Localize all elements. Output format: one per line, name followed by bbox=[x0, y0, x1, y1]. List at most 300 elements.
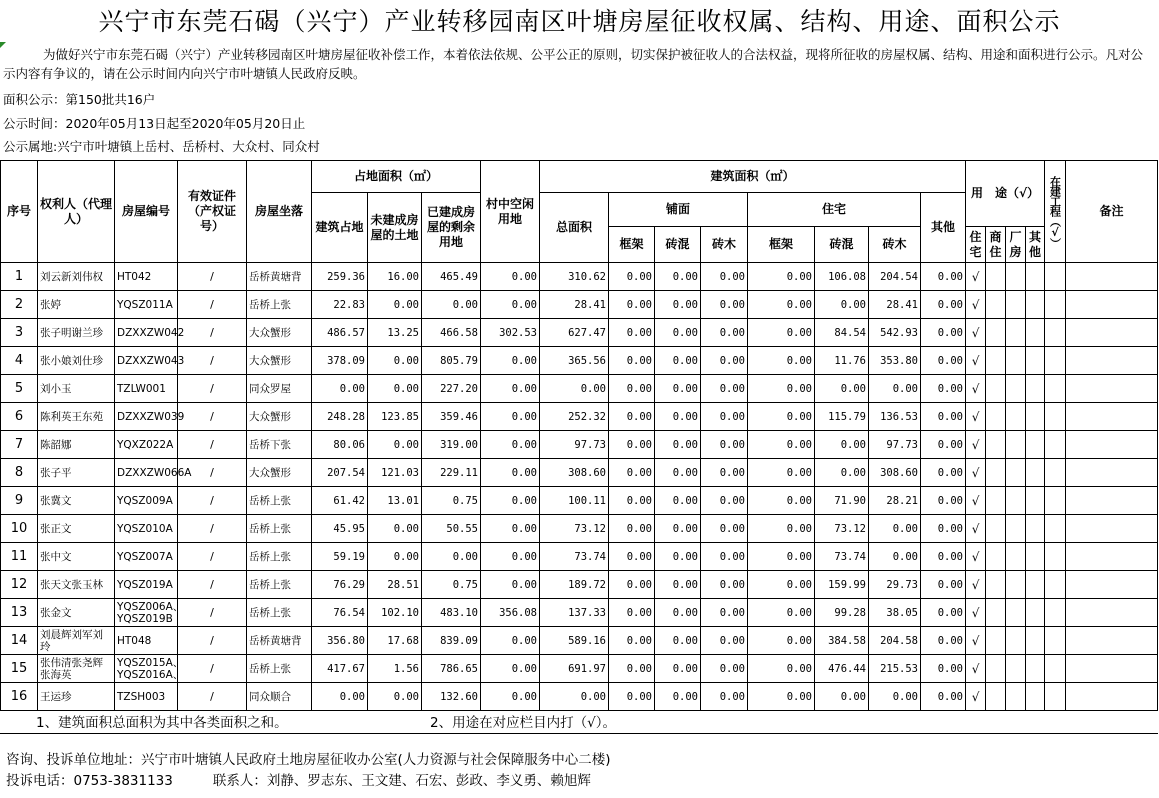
cell-cert: / bbox=[178, 431, 247, 459]
cell-seq: 13 bbox=[1, 599, 38, 627]
cell-empty bbox=[1066, 655, 1158, 683]
cell-empty bbox=[986, 347, 1006, 375]
cell-rbw: 215.53 bbox=[869, 655, 921, 683]
cell-t: 73.12 bbox=[540, 515, 609, 543]
cell-empty bbox=[1006, 599, 1026, 627]
cell-rf: 0.00 bbox=[748, 319, 815, 347]
header-land-unbuilt: 未建成房屋的土地 bbox=[368, 193, 422, 263]
cell-seq: 2 bbox=[1, 291, 38, 319]
cell-code: DZXXZW039 bbox=[115, 403, 178, 431]
cell-rf: 0.00 bbox=[748, 627, 815, 655]
cell-cert: / bbox=[178, 599, 247, 627]
cell-d: 0.00 bbox=[481, 263, 540, 291]
cell-empty bbox=[1006, 459, 1026, 487]
cell-empty bbox=[1045, 403, 1066, 431]
cell-empty bbox=[1066, 375, 1158, 403]
cell-empty bbox=[1045, 319, 1066, 347]
cell-empty bbox=[986, 459, 1006, 487]
cell-sf: 0.00 bbox=[609, 627, 655, 655]
cell-seq: 3 bbox=[1, 319, 38, 347]
page-title: 兴宁市东莞石碣（兴宁）产业转移园南区叶塘房屋征收权属、结构、用途、面积公示 bbox=[98, 7, 1061, 36]
cell-d: 0.00 bbox=[481, 487, 540, 515]
cell-rbc: 159.99 bbox=[815, 571, 869, 599]
header-shop: 铺面 bbox=[609, 193, 748, 227]
cell-t: 97.73 bbox=[540, 431, 609, 459]
cell-rbw: 28.41 bbox=[869, 291, 921, 319]
cell-empty bbox=[1066, 543, 1158, 571]
cell-rf: 0.00 bbox=[748, 543, 815, 571]
header-build-group: 建筑面积（㎡） bbox=[540, 161, 966, 193]
cell-u: √ bbox=[966, 487, 986, 515]
cell-empty bbox=[1066, 459, 1158, 487]
cell-sbw: 0.00 bbox=[701, 571, 748, 599]
cell-t: 137.33 bbox=[540, 599, 609, 627]
cell-empty bbox=[1045, 291, 1066, 319]
cell-o: 0.00 bbox=[921, 655, 966, 683]
cell-b: 102.10 bbox=[368, 599, 422, 627]
cell-u: √ bbox=[966, 459, 986, 487]
cell-empty bbox=[1026, 319, 1045, 347]
cell-c: 50.55 bbox=[422, 515, 481, 543]
cell-d: 0.00 bbox=[481, 403, 540, 431]
cell-sbc: 0.00 bbox=[655, 487, 701, 515]
cell-c: 466.58 bbox=[422, 319, 481, 347]
cell-o: 0.00 bbox=[921, 543, 966, 571]
cell-c: 0.00 bbox=[422, 543, 481, 571]
cell-b: 1.56 bbox=[368, 655, 422, 683]
cell-sbw: 0.00 bbox=[701, 627, 748, 655]
table-row bbox=[1, 627, 1158, 655]
cell-t: 0.00 bbox=[540, 375, 609, 403]
cell-c: 227.20 bbox=[422, 375, 481, 403]
cell-empty bbox=[1026, 571, 1045, 599]
cell-u: √ bbox=[966, 347, 986, 375]
cell-u: √ bbox=[966, 683, 986, 711]
cell-sbw: 0.00 bbox=[701, 655, 748, 683]
cell-sbw: 0.00 bbox=[701, 403, 748, 431]
cell-owner: 张天文张玉林 bbox=[38, 571, 115, 599]
cell-code: YQSZ011A bbox=[115, 291, 178, 319]
cell-rbw: 308.60 bbox=[869, 459, 921, 487]
cell-c: 319.00 bbox=[422, 431, 481, 459]
cell-empty bbox=[1026, 543, 1045, 571]
cell-c: 805.79 bbox=[422, 347, 481, 375]
cell-seq: 8 bbox=[1, 459, 38, 487]
cell-d: 0.00 bbox=[481, 683, 540, 711]
cell-loc: 岳桥上张 bbox=[247, 291, 312, 319]
header-location: 房屋坐落 bbox=[247, 161, 312, 263]
cell-rf: 0.00 bbox=[748, 431, 815, 459]
cell-rbc: 0.00 bbox=[815, 683, 869, 711]
cell-c: 465.49 bbox=[422, 263, 481, 291]
cell-cert: / bbox=[178, 571, 247, 599]
cell-t: 189.72 bbox=[540, 571, 609, 599]
cell-empty bbox=[986, 263, 1006, 291]
cell-u: √ bbox=[966, 515, 986, 543]
cell-empty bbox=[986, 403, 1006, 431]
table-row bbox=[1, 655, 1158, 683]
cell-empty bbox=[1045, 627, 1066, 655]
cell-rbw: 28.21 bbox=[869, 487, 921, 515]
cell-empty bbox=[1026, 655, 1045, 683]
cell-rf: 0.00 bbox=[748, 347, 815, 375]
cell-empty bbox=[1026, 515, 1045, 543]
cell-d: 0.00 bbox=[481, 543, 540, 571]
cell-o: 0.00 bbox=[921, 487, 966, 515]
cell-empty bbox=[1066, 431, 1158, 459]
cell-sf: 0.00 bbox=[609, 683, 655, 711]
cell-owner: 张子明谢兰珍 bbox=[38, 319, 115, 347]
cell-u: √ bbox=[966, 655, 986, 683]
header-residence: 住宅 bbox=[748, 193, 921, 227]
cell-sbw: 0.00 bbox=[701, 347, 748, 375]
cell-owner: 刘云新刘伟权 bbox=[38, 263, 115, 291]
cell-empty bbox=[986, 627, 1006, 655]
cell-sbw: 0.00 bbox=[701, 319, 748, 347]
cell-sf: 0.00 bbox=[609, 487, 655, 515]
cell-rf: 0.00 bbox=[748, 263, 815, 291]
cell-seq: 10 bbox=[1, 515, 38, 543]
cell-code: TZLW001 bbox=[115, 375, 178, 403]
cell-rf: 0.00 bbox=[748, 403, 815, 431]
cell-u: √ bbox=[966, 543, 986, 571]
cell-empty bbox=[1006, 403, 1026, 431]
cell-a: 378.09 bbox=[312, 347, 368, 375]
cell-a: 248.28 bbox=[312, 403, 368, 431]
cell-d: 0.00 bbox=[481, 459, 540, 487]
cell-o: 0.00 bbox=[921, 515, 966, 543]
cell-d: 0.00 bbox=[481, 431, 540, 459]
cell-sbw: 0.00 bbox=[701, 543, 748, 571]
table-row bbox=[1, 431, 1158, 459]
cell-t: 308.60 bbox=[540, 459, 609, 487]
cell-rf: 0.00 bbox=[748, 291, 815, 319]
footer-address: 咨询、投诉单位地址：兴宁市叶塘镇人民政府土地房屋征收办公室(人力资源与社会保障服务中心二楼) bbox=[6, 752, 611, 768]
cell-rf: 0.00 bbox=[748, 487, 815, 515]
footer-phone: 投诉电话：0753-3831133 bbox=[6, 773, 173, 789]
cell-rbc: 71.90 bbox=[815, 487, 869, 515]
cell-t: 365.56 bbox=[540, 347, 609, 375]
cell-c: 0.00 bbox=[422, 291, 481, 319]
cell-a: 0.00 bbox=[312, 683, 368, 711]
cell-code: HT042 bbox=[115, 263, 178, 291]
cell-seq: 9 bbox=[1, 487, 38, 515]
cell-t: 310.62 bbox=[540, 263, 609, 291]
cell-cert: / bbox=[178, 487, 247, 515]
cell-empty bbox=[1006, 319, 1026, 347]
cell-t: 73.74 bbox=[540, 543, 609, 571]
cell-empty bbox=[1066, 515, 1158, 543]
cell-empty bbox=[1026, 627, 1045, 655]
cell-a: 76.29 bbox=[312, 571, 368, 599]
cell-cert: / bbox=[178, 543, 247, 571]
cell-a: 0.00 bbox=[312, 375, 368, 403]
cell-loc: 岳桥上张 bbox=[247, 571, 312, 599]
header-usage: 用 途（√） bbox=[966, 161, 1045, 227]
cell-empty bbox=[1066, 291, 1158, 319]
cell-o: 0.00 bbox=[921, 403, 966, 431]
cell-sf: 0.00 bbox=[609, 655, 655, 683]
cell-rbc: 73.74 bbox=[815, 543, 869, 571]
cell-o: 0.00 bbox=[921, 375, 966, 403]
cell-rbc: 476.44 bbox=[815, 655, 869, 683]
cell-cert: / bbox=[178, 263, 247, 291]
cell-seq: 11 bbox=[1, 543, 38, 571]
cell-loc: 岳桥上张 bbox=[247, 543, 312, 571]
cell-empty bbox=[1006, 291, 1026, 319]
cell-sbc: 0.00 bbox=[655, 515, 701, 543]
cell-rf: 0.00 bbox=[748, 683, 815, 711]
table-row bbox=[1, 263, 1158, 291]
cell-rbc: 384.58 bbox=[815, 627, 869, 655]
header-res-brick-concrete: 砖混 bbox=[815, 227, 869, 263]
cell-loc: 同众罗屋 bbox=[247, 375, 312, 403]
intro-paragraph: 为做好兴宁市东莞石碣（兴宁）产业转移园南区叶塘房屋征收补偿工作，本着依法依规、公平公正的原则，切实保护被征收人的合法权益，现将所征收的房屋权属、结构、用途和面积进行公示。凡对公示内容有争议的，请在公示时间内向兴宁市叶塘镇人民政府反映。 bbox=[3, 47, 1144, 81]
header-code: 房屋编号 bbox=[115, 161, 178, 263]
expropriation-table bbox=[0, 160, 1158, 711]
cell-owner: 刘小玉 bbox=[38, 375, 115, 403]
cell-a: 417.67 bbox=[312, 655, 368, 683]
cell-rf: 0.00 bbox=[748, 655, 815, 683]
cell-loc: 岳桥上张 bbox=[247, 599, 312, 627]
header-usage-factory: 厂房 bbox=[1006, 227, 1026, 263]
cell-sf: 0.00 bbox=[609, 291, 655, 319]
cell-rf: 0.00 bbox=[748, 571, 815, 599]
cell-empty bbox=[1045, 571, 1066, 599]
cell-rbw: 0.00 bbox=[869, 683, 921, 711]
cell-c: 839.09 bbox=[422, 627, 481, 655]
cell-o: 0.00 bbox=[921, 683, 966, 711]
cell-sbw: 0.00 bbox=[701, 683, 748, 711]
cell-b: 0.00 bbox=[368, 375, 422, 403]
cell-t: 100.11 bbox=[540, 487, 609, 515]
cell-code: YQSZ009A bbox=[115, 487, 178, 515]
cell-empty bbox=[1066, 403, 1158, 431]
cell-rbw: 38.05 bbox=[869, 599, 921, 627]
cell-sf: 0.00 bbox=[609, 375, 655, 403]
cell-loc: 大众蟹形 bbox=[247, 403, 312, 431]
cell-d: 0.00 bbox=[481, 375, 540, 403]
cell-empty bbox=[986, 291, 1006, 319]
cell-empty bbox=[1006, 543, 1026, 571]
cell-rbw: 0.00 bbox=[869, 543, 921, 571]
cell-o: 0.00 bbox=[921, 347, 966, 375]
cell-sbw: 0.00 bbox=[701, 431, 748, 459]
table-row bbox=[1, 571, 1158, 599]
cell-b: 121.03 bbox=[368, 459, 422, 487]
cell-empty bbox=[1045, 347, 1066, 375]
cell-sbw: 0.00 bbox=[701, 599, 748, 627]
table-row bbox=[1, 487, 1158, 515]
cell-empty bbox=[1026, 403, 1045, 431]
cell-loc: 岳桥上张 bbox=[247, 655, 312, 683]
cell-loc: 同众顺合 bbox=[247, 683, 312, 711]
cell-empty bbox=[1026, 459, 1045, 487]
cell-a: 207.54 bbox=[312, 459, 368, 487]
cell-sbc: 0.00 bbox=[655, 291, 701, 319]
cell-t: 252.32 bbox=[540, 403, 609, 431]
cell-sbc: 0.00 bbox=[655, 655, 701, 683]
cell-sbc: 0.00 bbox=[655, 683, 701, 711]
cell-b: 28.51 bbox=[368, 571, 422, 599]
cell-sbw: 0.00 bbox=[701, 291, 748, 319]
table-row bbox=[1, 375, 1158, 403]
cell-empty bbox=[986, 375, 1006, 403]
cell-seq: 15 bbox=[1, 655, 38, 683]
cell-owner: 张正文 bbox=[38, 515, 115, 543]
cell-a: 22.83 bbox=[312, 291, 368, 319]
cell-empty bbox=[1045, 375, 1066, 403]
cell-rbc: 84.54 bbox=[815, 319, 869, 347]
cell-sbw: 0.00 bbox=[701, 515, 748, 543]
cell-rbc: 0.00 bbox=[815, 459, 869, 487]
cell-owner: 张冀文 bbox=[38, 487, 115, 515]
cell-empty bbox=[986, 319, 1006, 347]
cell-sf: 0.00 bbox=[609, 347, 655, 375]
cell-rf: 0.00 bbox=[748, 599, 815, 627]
cell-sbc: 0.00 bbox=[655, 319, 701, 347]
cell-empty bbox=[1066, 599, 1158, 627]
cell-c: 786.65 bbox=[422, 655, 481, 683]
cell-u: √ bbox=[966, 627, 986, 655]
cell-t: 0.00 bbox=[540, 683, 609, 711]
cell-u: √ bbox=[966, 599, 986, 627]
cell-a: 61.42 bbox=[312, 487, 368, 515]
cell-b: 123.85 bbox=[368, 403, 422, 431]
cell-empty bbox=[1066, 571, 1158, 599]
cell-d: 0.00 bbox=[481, 291, 540, 319]
header-seq: 序号 bbox=[1, 161, 38, 263]
cell-a: 259.36 bbox=[312, 263, 368, 291]
cell-empty bbox=[1066, 319, 1158, 347]
cell-owner: 陈利英王东苑 bbox=[38, 403, 115, 431]
cell-empty bbox=[1006, 347, 1026, 375]
header-other: 其他 bbox=[921, 193, 966, 263]
cell-d: 0.00 bbox=[481, 655, 540, 683]
cell-cert: / bbox=[178, 683, 247, 711]
cell-empty bbox=[986, 571, 1006, 599]
cell-rbw: 542.93 bbox=[869, 319, 921, 347]
cell-cert: / bbox=[178, 347, 247, 375]
cell-u: √ bbox=[966, 431, 986, 459]
table-row bbox=[1, 319, 1158, 347]
cell-o: 0.00 bbox=[921, 599, 966, 627]
cell-empty bbox=[1006, 375, 1026, 403]
cell-rbc: 0.00 bbox=[815, 375, 869, 403]
cell-owner: 张小娘刘仕珍 bbox=[38, 347, 115, 375]
cell-rbc: 99.28 bbox=[815, 599, 869, 627]
cell-sf: 0.00 bbox=[609, 515, 655, 543]
cell-empty bbox=[986, 515, 1006, 543]
table-body bbox=[1, 263, 1158, 711]
cell-sf: 0.00 bbox=[609, 571, 655, 599]
cell-o: 0.00 bbox=[921, 627, 966, 655]
table-row bbox=[1, 459, 1158, 487]
cell-sbc: 0.00 bbox=[655, 599, 701, 627]
cell-a: 45.95 bbox=[312, 515, 368, 543]
batch-info: 面积公示：第150批共16户 bbox=[3, 92, 156, 107]
cell-sbc: 0.00 bbox=[655, 375, 701, 403]
cell-empty bbox=[986, 655, 1006, 683]
cell-code: HT048 bbox=[115, 627, 178, 655]
cell-sbc: 0.00 bbox=[655, 571, 701, 599]
table-row bbox=[1, 599, 1158, 627]
cell-loc: 岳桥黄塘背 bbox=[247, 263, 312, 291]
header-total-area: 总面积 bbox=[540, 193, 609, 263]
cell-d: 302.53 bbox=[481, 319, 540, 347]
cell-seq: 4 bbox=[1, 347, 38, 375]
cell-a: 486.57 bbox=[312, 319, 368, 347]
cell-sf: 0.00 bbox=[609, 263, 655, 291]
cell-sf: 0.00 bbox=[609, 543, 655, 571]
cell-rf: 0.00 bbox=[748, 459, 815, 487]
cell-code: YQSZ019A bbox=[115, 571, 178, 599]
cell-rbw: 353.80 bbox=[869, 347, 921, 375]
cell-sbc: 0.00 bbox=[655, 459, 701, 487]
header-village-open: 村中空闲用地 bbox=[481, 161, 540, 263]
cell-empty bbox=[1045, 487, 1066, 515]
header-usage-residence: 住宅 bbox=[966, 227, 986, 263]
header-land-remaining: 已建成房屋的剩余用地 bbox=[422, 193, 481, 263]
cell-sbw: 0.00 bbox=[701, 459, 748, 487]
cell-code: DZXXZW066A bbox=[115, 459, 178, 487]
cell-code: DZXXZW042 bbox=[115, 319, 178, 347]
cell-empty bbox=[1026, 599, 1045, 627]
footer-contacts: 联系人：刘静、罗志东、王文建、石宏、彭政、李义勇、赖旭辉 bbox=[212, 773, 591, 789]
header-under-construction-text: 在建工程（√） bbox=[1048, 175, 1062, 248]
cell-owner: 张中文 bbox=[38, 543, 115, 571]
cell-sbw: 0.00 bbox=[701, 375, 748, 403]
notes-row bbox=[0, 707, 1158, 734]
cell-cert: / bbox=[178, 291, 247, 319]
cell-empty bbox=[1006, 571, 1026, 599]
cell-rf: 0.00 bbox=[748, 515, 815, 543]
cell-cert: / bbox=[178, 375, 247, 403]
cell-o: 0.00 bbox=[921, 263, 966, 291]
cell-b: 0.00 bbox=[368, 515, 422, 543]
cell-loc: 岳桥上张 bbox=[247, 515, 312, 543]
cell-t: 28.41 bbox=[540, 291, 609, 319]
cell-u: √ bbox=[966, 375, 986, 403]
cell-empty bbox=[1006, 263, 1026, 291]
cell-rf: 0.00 bbox=[748, 375, 815, 403]
cell-rbw: 204.58 bbox=[869, 627, 921, 655]
header-usage-commercial: 商住 bbox=[986, 227, 1006, 263]
cell-empty bbox=[1045, 543, 1066, 571]
table-row bbox=[1, 347, 1158, 375]
cell-code: YQSZ006A、YQSZ019B bbox=[115, 599, 178, 627]
cell-d: 0.00 bbox=[481, 347, 540, 375]
cell-o: 0.00 bbox=[921, 571, 966, 599]
cell-empty bbox=[1066, 263, 1158, 291]
cell-sbc: 0.00 bbox=[655, 403, 701, 431]
cell-a: 356.80 bbox=[312, 627, 368, 655]
cell-b: 0.00 bbox=[368, 543, 422, 571]
cell-cert: / bbox=[178, 459, 247, 487]
cell-empty bbox=[986, 599, 1006, 627]
header-res-frame: 框架 bbox=[748, 227, 815, 263]
cell-b: 16.00 bbox=[368, 263, 422, 291]
cell-empty bbox=[1066, 347, 1158, 375]
cell-cert: / bbox=[178, 515, 247, 543]
cell-seq: 6 bbox=[1, 403, 38, 431]
cell-c: 0.75 bbox=[422, 487, 481, 515]
cell-empty bbox=[1045, 459, 1066, 487]
cell-sbw: 0.00 bbox=[701, 487, 748, 515]
header-land-built: 建筑占地 bbox=[312, 193, 368, 263]
cell-code: YQXZ022A bbox=[115, 431, 178, 459]
cell-sbc: 0.00 bbox=[655, 263, 701, 291]
